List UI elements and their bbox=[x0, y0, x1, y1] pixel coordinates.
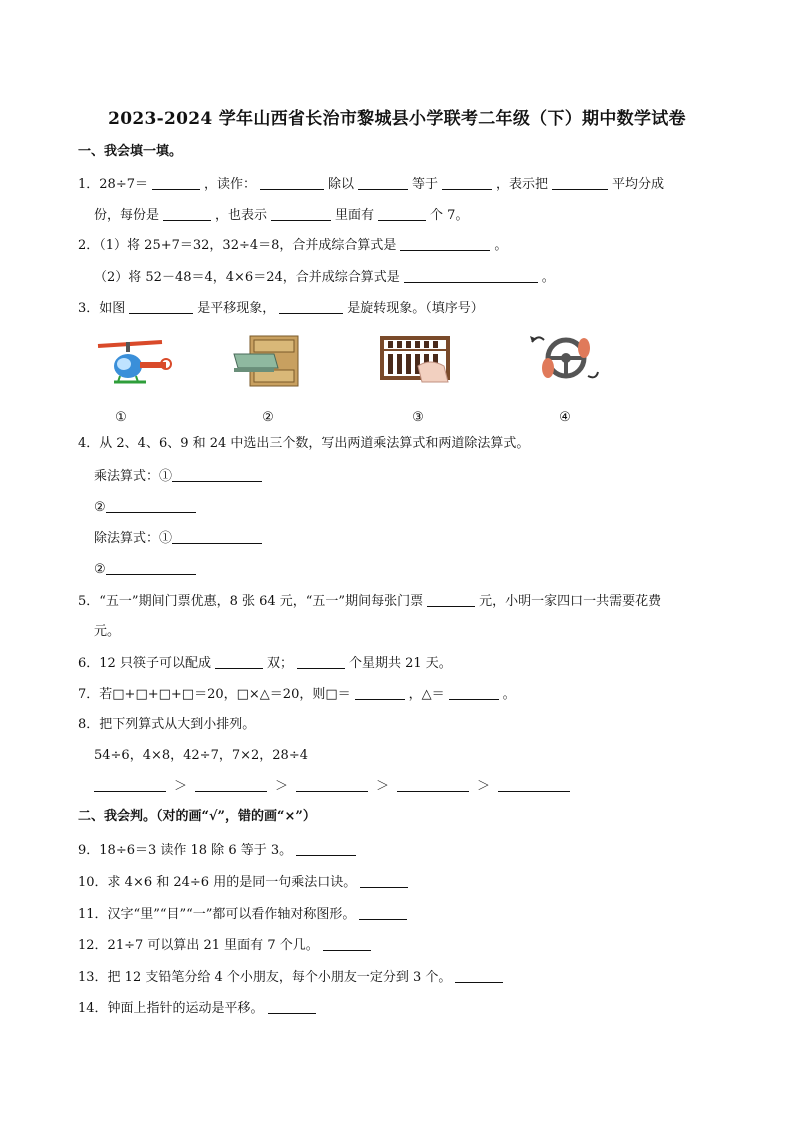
answer-blank[interactable] bbox=[129, 299, 193, 314]
question-8-ordering: ＞ ＞ ＞ ＞ bbox=[94, 777, 574, 796]
answer-blank[interactable] bbox=[400, 236, 490, 251]
image-label-1: ① bbox=[115, 410, 127, 425]
answer-blank[interactable] bbox=[195, 777, 267, 792]
question-9: 9．18÷6＝3 读作 18 除 6 等于 3。 bbox=[78, 841, 360, 860]
answer-blank[interactable] bbox=[260, 175, 324, 190]
question-6: 6．12 只筷子可以配成 双； 个星期共 21 天。 bbox=[78, 656, 452, 671]
answer-blank[interactable] bbox=[397, 777, 469, 792]
question-4: 4．从 2、4、6、9 和 24 中选出三个数，写出两道乘法算式和两道除法算式。 bbox=[78, 436, 530, 451]
answer-blank[interactable] bbox=[404, 268, 538, 283]
image-label-4: ④ bbox=[559, 410, 571, 425]
answer-blank[interactable] bbox=[455, 968, 503, 983]
multiplication-1: 乘法算式：① bbox=[94, 467, 266, 486]
answer-blank[interactable] bbox=[296, 777, 368, 792]
answer-blank[interactable] bbox=[552, 175, 608, 190]
answer-blank[interactable] bbox=[172, 529, 262, 544]
answer-blank[interactable] bbox=[323, 936, 371, 951]
question-14: 14．钟面上指针的运动是平移。 bbox=[78, 999, 320, 1018]
question-7: 7．若□+□+□+□＝20，□×△＝20，则□＝ ，△＝ 。 bbox=[78, 687, 516, 702]
answer-blank[interactable] bbox=[359, 905, 407, 920]
answer-blank[interactable] bbox=[427, 592, 475, 607]
division-1: 除法算式：① bbox=[94, 529, 266, 548]
steering-wheel-icon bbox=[526, 332, 606, 388]
page-title: 2023-2024 学年山西省长治市黎城县小学联考二年级（下）期中数学试卷 bbox=[108, 109, 686, 129]
section-heading-1: 一、我会填一填。 bbox=[78, 144, 183, 159]
answer-blank[interactable] bbox=[378, 206, 426, 221]
answer-blank[interactable] bbox=[106, 560, 196, 575]
question-5-line-1: 5．“五一”期间门票优惠，8 张 64 元，“五一”期间每张门票 元，小明一家四口一共需要花费 bbox=[78, 594, 662, 609]
answer-blank[interactable] bbox=[358, 175, 408, 190]
question-10: 10．求 4×6 和 24÷6 用的是同一句乘法口诀。 bbox=[78, 873, 412, 892]
question-13: 13．把 12 支铅笔分给 4 个小朋友，每个小朋友一定分到 3 个。 bbox=[78, 968, 507, 987]
answer-blank[interactable] bbox=[268, 999, 316, 1014]
question-1-line-2: 份，每份是 ，也表示 里面有 个 7。 bbox=[94, 208, 469, 223]
answer-blank[interactable] bbox=[498, 777, 570, 792]
answer-blank[interactable] bbox=[449, 685, 499, 700]
division-2: ② bbox=[94, 560, 200, 579]
question-11: 11．汉字“里”“目”“一”都可以看作轴对称图形。 bbox=[78, 905, 411, 924]
answer-blank[interactable] bbox=[296, 841, 356, 856]
answer-blank[interactable] bbox=[442, 175, 492, 190]
question-1-line-1: 1．28÷7＝ ，读作： 除以 等于 ，表示把 平均分成 bbox=[78, 177, 665, 192]
question-5-line-2: 元。 bbox=[94, 624, 121, 639]
question-8-expressions: 54÷6，4×8，42÷7，7×2，28÷4 bbox=[94, 748, 308, 763]
multiplication-2: ② bbox=[94, 498, 200, 517]
answer-blank[interactable] bbox=[297, 654, 345, 669]
answer-blank[interactable] bbox=[215, 654, 263, 669]
helicopter-icon bbox=[92, 332, 172, 388]
answer-blank[interactable] bbox=[279, 299, 343, 314]
question-2-line-2: （2）将 52－48＝4，4×6＝24，合并成综合算式是 。 bbox=[94, 270, 555, 285]
question-8: 8．把下列算式从大到小排列。 bbox=[78, 717, 256, 732]
answer-blank[interactable] bbox=[163, 206, 211, 221]
answer-blank[interactable] bbox=[94, 777, 166, 792]
answer-blank[interactable] bbox=[172, 467, 262, 482]
answer-blank[interactable] bbox=[360, 873, 408, 888]
abacus-icon bbox=[378, 332, 458, 388]
answer-blank[interactable] bbox=[271, 206, 331, 221]
question-2-line-1: 2．（1）将 25+7＝32，32÷4＝8，合并成综合算式是 。 bbox=[78, 238, 508, 253]
question-12: 12．21÷7 可以算出 21 里面有 7 个几。 bbox=[78, 936, 375, 955]
answer-blank[interactable] bbox=[106, 498, 196, 513]
question-3: 3．如图 是平移现象， 是旋转现象。（填序号） bbox=[78, 301, 484, 316]
cabinet-drawer-icon bbox=[228, 332, 308, 388]
section-heading-2: 二、我会判。（对的画“√”，错的画“×”） bbox=[78, 809, 316, 824]
answer-blank[interactable] bbox=[152, 175, 200, 190]
answer-blank[interactable] bbox=[355, 685, 405, 700]
image-label-2: ② bbox=[262, 410, 274, 425]
image-label-3: ③ bbox=[412, 410, 424, 425]
